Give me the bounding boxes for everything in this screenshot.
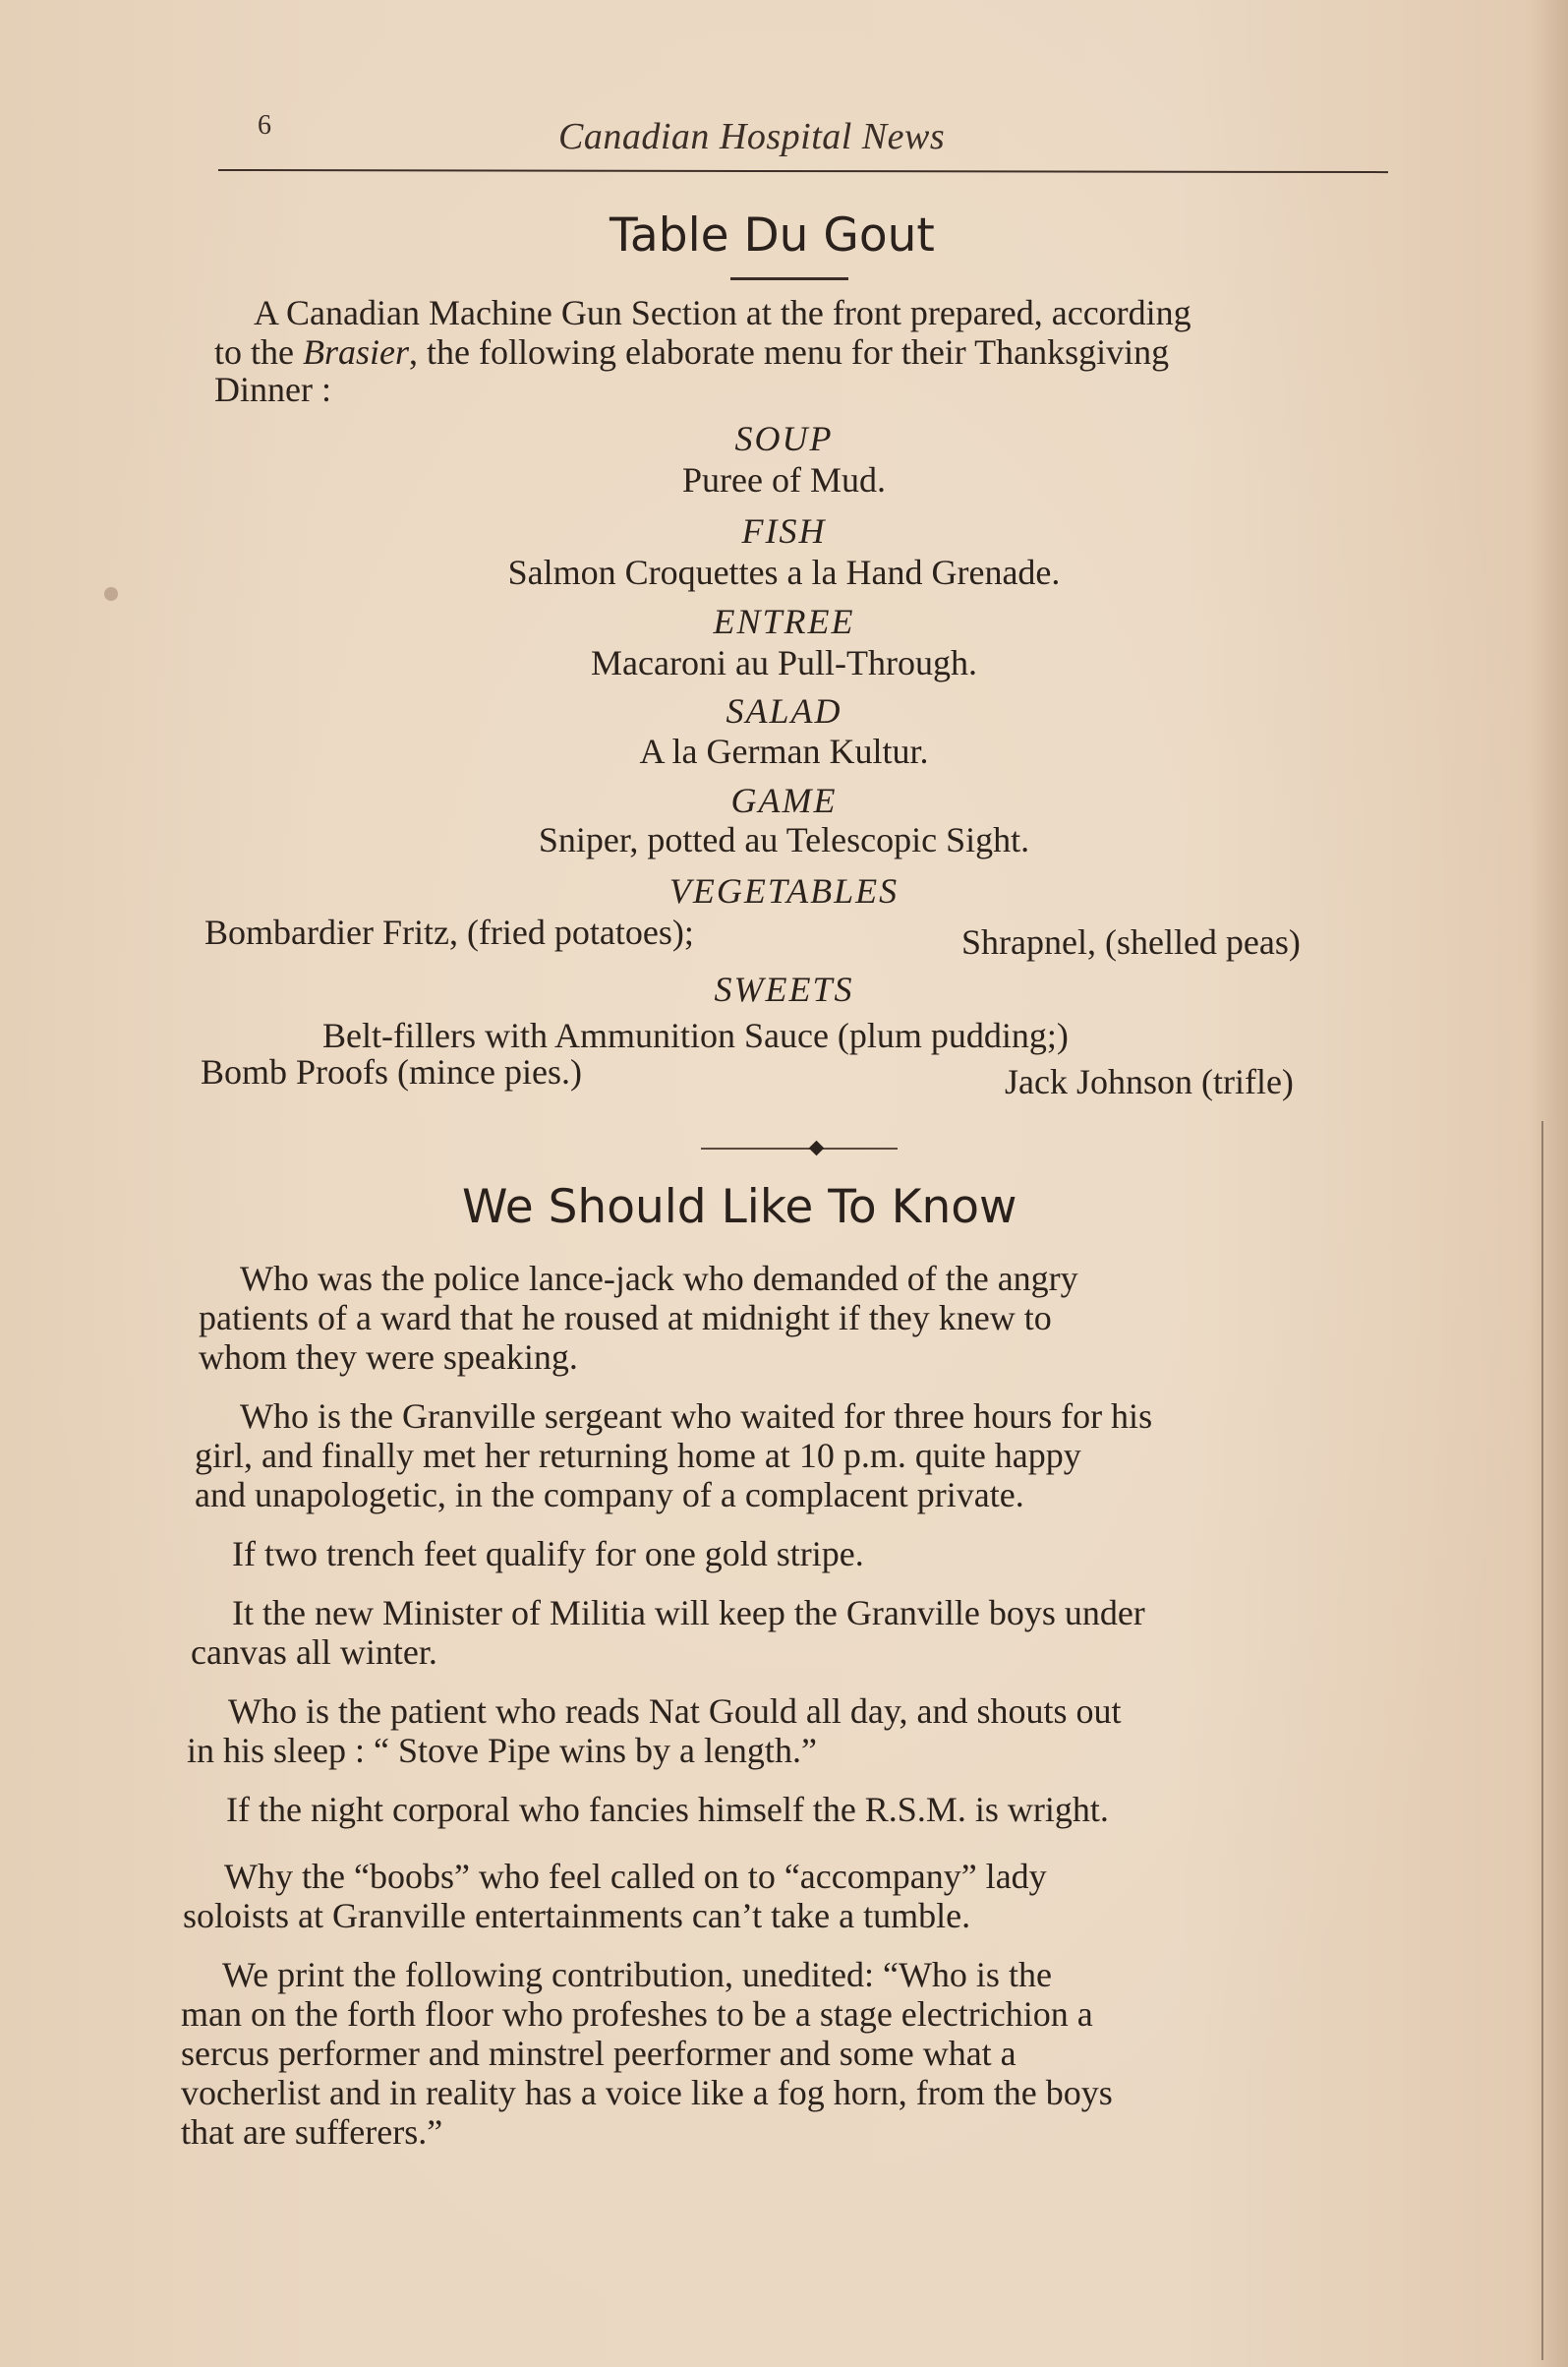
divider-ornament — [809, 1141, 825, 1156]
menu-heading-entree: ENTREE — [713, 602, 855, 641]
intro-line-3: Dinner : — [214, 370, 331, 409]
paragraph-2-line-2: girl, and finally met her returning home at 10 p.m. quite happy — [195, 1436, 1081, 1475]
paragraph-2-line-1: Who is the Granville sergeant who waited for three hours for his — [240, 1396, 1153, 1436]
paragraph-5-line-2: in his sleep : “ Stove Pipe wins by a length.” — [187, 1731, 817, 1770]
running-title: Canadian Hospital News — [558, 116, 946, 157]
menu-item-sweets-right: Jack Johnson (trifle) — [1005, 1062, 1294, 1101]
menu-item-salad: A la German Kultur. — [639, 732, 929, 771]
paragraph-8-line-2: man on the forth floor who profeshes to be a stage electrichion a — [181, 1994, 1093, 2034]
paragraph-6-line-1: If the night corporal who fancies himself the R.S.M. is wright. — [226, 1790, 1109, 1829]
menu-item-vegetables-left: Bombardier Fritz, (fried potatoes); — [204, 913, 694, 952]
menu-heading-sweets: SWEETS — [714, 970, 854, 1009]
paragraph-8-line-1: We print the following contribution, unedited: “Who is the — [222, 1955, 1052, 1994]
article-title-we-should-like-to-know: We Should Like To Know — [462, 1180, 1017, 1234]
section-divider — [701, 1148, 898, 1150]
paragraph-5-line-1: Who is the patient who reads Nat Gould all day, and shouts out — [228, 1691, 1122, 1731]
menu-heading-game: GAME — [730, 781, 838, 820]
menu-item-sweets-1: Belt-fillers with Ammunition Sauce (plum pudding;) — [322, 1016, 1069, 1055]
paragraph-4-line-2: canvas all winter. — [191, 1632, 437, 1672]
intro-line-2-post: , the following elaborate menu for their Thanksgiving — [408, 332, 1170, 372]
paragraph-7-line-2: soloists at Granville entertainments can’t take a tumble. — [183, 1896, 971, 1935]
menu-item-soup: Puree of Mud. — [682, 460, 886, 500]
paragraph-4-line-1: It the new Minister of Militia will keep the Granville boys under — [232, 1593, 1145, 1632]
intro-line-1: A Canadian Machine Gun Section at the front prepared, according — [254, 293, 1191, 332]
menu-heading-vegetables: VEGETABLES — [668, 871, 900, 911]
page-edge-shadow — [1529, 0, 1568, 2367]
paragraph-1-line-1: Who was the police lance-jack who demanded of the angry — [240, 1259, 1078, 1298]
menu-heading-salad: SALAD — [726, 691, 842, 731]
page-number: 6 — [258, 110, 271, 141]
paragraph-1-line-2: patients of a ward that he roused at midnight if they knew to — [199, 1298, 1052, 1337]
menu-item-sweets-left: Bomb Proofs (mince pies.) — [201, 1052, 582, 1092]
intro-line-2 — [214, 334, 1169, 370]
header-rule — [218, 169, 1388, 173]
menu-item-vegetables-right: Shrapnel, (shelled peas) — [961, 922, 1301, 962]
menu-heading-fish: FISH — [741, 511, 827, 551]
paragraph-8-line-4: vocherlist and in reality has a voice like a fog horn, from the boys — [181, 2073, 1113, 2112]
menu-item-game: Sniper, potted au Telescopic Sight. — [538, 820, 1030, 859]
page-edge-line — [1541, 1121, 1543, 2360]
paragraph-3-line-1: If two trench feet qualify for one gold stripe. — [232, 1534, 864, 1573]
paragraph-2-line-3: and unapologetic, in the company of a complacent private. — [195, 1475, 1024, 1514]
intro-brasier: Brasier — [302, 332, 409, 372]
paragraph-1-line-3: whom they were speaking. — [199, 1337, 578, 1377]
menu-item-fish: Salmon Croquettes a la Hand Grenade. — [507, 553, 1061, 592]
intro-line-2-pre: to the — [214, 332, 303, 372]
paragraph-7-line-1: Why the “boobs” who feel called on to “accompany” lady — [224, 1857, 1047, 1896]
menu-item-entree: Macaroni au Pull-Through. — [591, 643, 977, 682]
paragraph-8-line-3: sercus performer and minstrel peerformer and some what a — [181, 2034, 1016, 2073]
paragraph-8-line-5: that are sufferers.” — [181, 2112, 443, 2152]
article-title-table-du-gout: Table Du Gout — [610, 208, 935, 263]
menu-heading-soup: SOUP — [734, 419, 834, 458]
title-underline — [730, 277, 848, 280]
